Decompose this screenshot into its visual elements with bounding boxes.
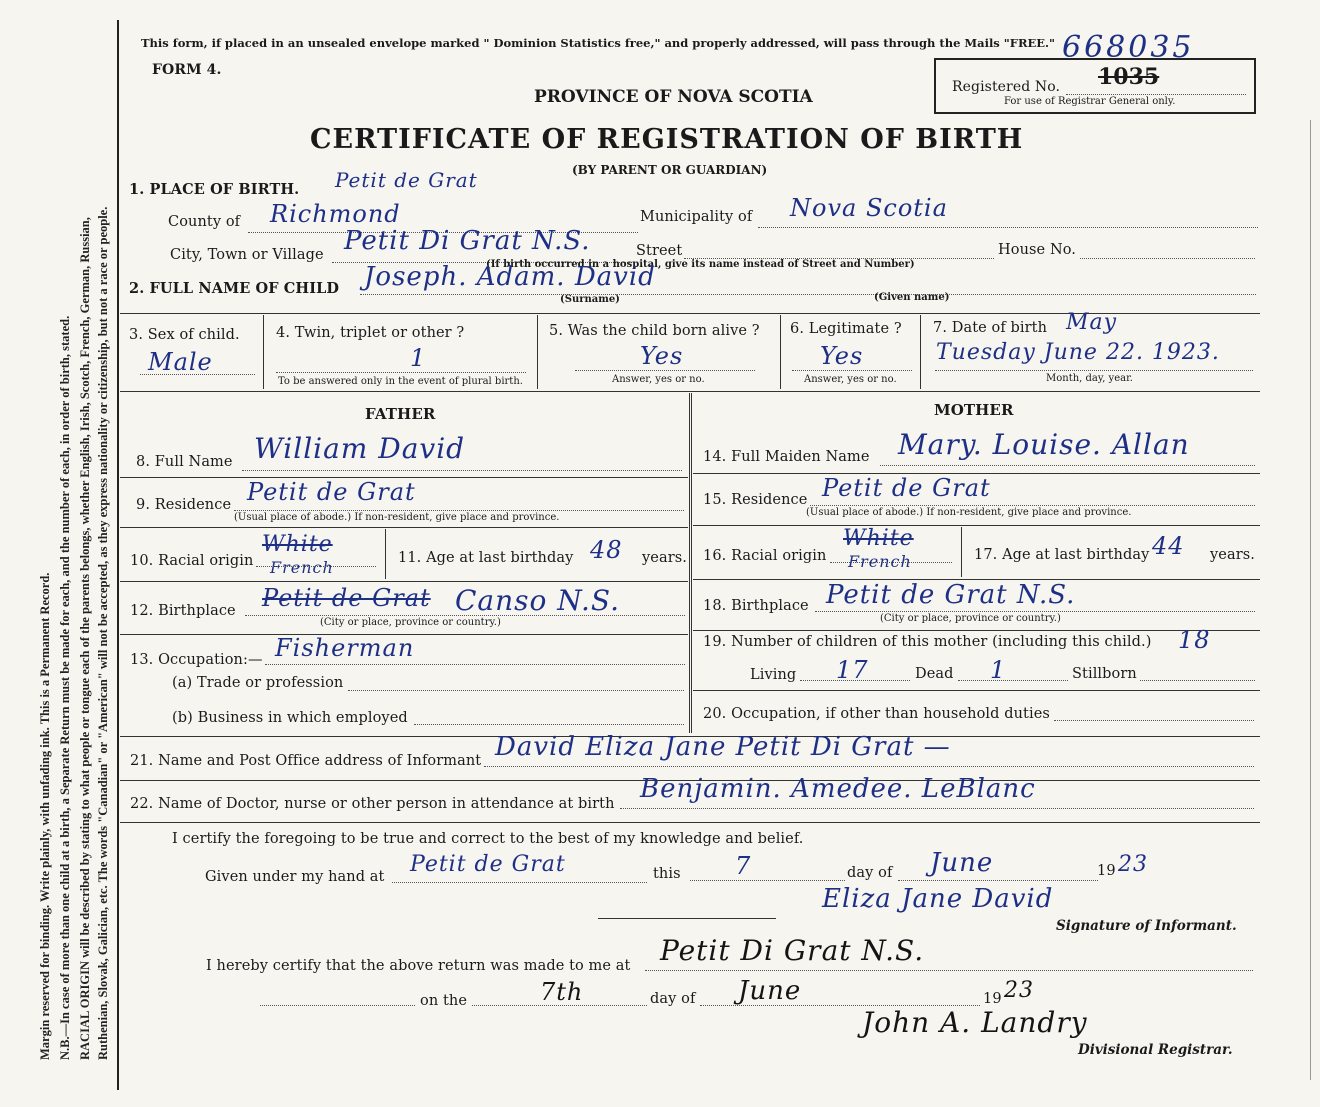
value-children-count: 18: [1178, 626, 1211, 654]
value-father-birthplace: Canso N.S.: [455, 584, 620, 617]
value-year: 23: [1118, 852, 1148, 877]
value-father-race: French: [270, 558, 334, 577]
father-abode-note: (Usual place of abode.) If non-resident, give place and province.: [234, 512, 560, 523]
margin-note-racial-origin: RACIAL ORIGIN will be described by stating to what people or tongue each of the parents belongs, whether English, Irish, Scotch, French, German, Russian,: [78, 217, 92, 1060]
value-alive: Yes: [640, 342, 684, 370]
label-county: County of: [168, 214, 241, 230]
hospital-note: (If birth occurred in a hospital, give its name instead of Street and Number): [486, 259, 915, 270]
father-birthplace-note: (City or place, province or country.): [320, 617, 501, 628]
value-place-of-birth: Petit de Grat: [335, 168, 478, 192]
value-dead: 1: [990, 656, 1007, 684]
label-city: City, Town or Village: [170, 247, 324, 263]
page-subtitle: (BY PARENT OR GUARDIAN): [572, 163, 768, 177]
value-mother-name: Mary. Louise. Allan: [898, 428, 1190, 461]
value-father-age: 48: [590, 536, 623, 564]
twin-note: To be answered only in the event of plural birth.: [278, 376, 523, 387]
label-day-of: day of: [847, 865, 893, 881]
value-mother-race: French: [848, 552, 912, 571]
label-father-age: 11. Age at last birthday: [398, 550, 574, 566]
label-father-years: years.: [642, 550, 687, 566]
informant-signature: Eliza Jane David: [822, 884, 1054, 914]
label-mother-age: 17. Age at last birthday: [974, 547, 1150, 563]
label-father-birthplace: 12. Birthplace: [130, 603, 236, 619]
label-legitimate: 6. Legitimate ?: [790, 321, 902, 337]
label-year-prefix-2: 19: [983, 991, 1002, 1007]
label-father-race: 10. Racial origin: [130, 553, 254, 569]
margin-note-racial-origin-cont: Ruthenian, Slovak, Galician, etc. The words "Canadian" or "American" will not be accepted, as they express nationality or citizenship, but not a race or people.: [96, 206, 110, 1060]
label-business: (b) Business in which employed: [172, 710, 408, 726]
value-given-at: Petit de Grat: [410, 852, 566, 877]
label-place-of-birth: 1. PLACE OF BIRTH.: [129, 181, 300, 198]
label-informant: 21. Name and Post Office address of Informant: [130, 753, 482, 769]
registered-number: 1035: [1098, 64, 1160, 90]
value-mother-residence: Petit de Grat: [822, 474, 991, 502]
label-children-count: 19. Number of children of this mother (including this child.): [703, 634, 1152, 650]
value-child-name: Joseph. Adam. David: [364, 262, 656, 292]
label-dead: Dead: [915, 666, 954, 682]
registered-label: Registered No.: [952, 79, 1061, 95]
certify-statement: I certify the foregoing to be true and correct to the best of my knowledge and belief.: [172, 831, 804, 847]
label-house: House No.: [998, 242, 1077, 258]
label-doctor: 22. Name of Doctor, nurse or other person in attendance at birth: [130, 796, 615, 812]
father-heading: FATHER: [365, 405, 436, 423]
label-father-name: 8. Full Name: [136, 454, 233, 470]
label-alive: 5. Was the child born alive ?: [549, 323, 760, 339]
value-father-name: William David: [254, 432, 466, 465]
label-mother-years: years.: [1210, 547, 1255, 563]
dob-note: Month, day, year.: [1046, 373, 1133, 384]
mother-abode-note: (Usual place of abode.) If non-resident, give place and province.: [806, 507, 1132, 518]
label-trade: (a) Trade or profession: [172, 675, 344, 691]
value-county: Richmond: [270, 200, 401, 228]
surname-note: (Surname): [560, 294, 620, 305]
form-number: FORM 4.: [152, 62, 222, 78]
divisional-registrar-label: Divisional Registrar.: [1078, 1042, 1233, 1058]
value-sex: Male: [148, 348, 213, 376]
label-given-at: Given under my hand at: [205, 869, 385, 885]
value-legitimate: Yes: [820, 342, 864, 370]
label-full-name: 2. FULL NAME OF CHILD: [129, 280, 340, 297]
label-this: this: [653, 866, 681, 882]
left-border: [117, 20, 119, 1090]
value-twin: 1: [410, 344, 427, 372]
alive-note: Answer, yes or no.: [612, 374, 705, 385]
label-mother-birthplace: 18. Birthplace: [703, 598, 809, 614]
legitimate-note: Answer, yes or no.: [804, 374, 897, 385]
mother-birthplace-note: (City or place, province or country.): [880, 613, 1061, 624]
value-registration-year: 23: [1004, 978, 1034, 1003]
margin-note-binding: Margin reserved for binding. Write plainly, with unfading ink. This is a Permanent Record.: [38, 572, 52, 1060]
label-father-occupation: 13. Occupation:—: [130, 652, 263, 668]
value-mother-age: 44: [1152, 532, 1185, 560]
label-mother-name: 14. Full Maiden Name: [703, 449, 870, 465]
label-living: Living: [750, 667, 797, 683]
label-day-of-2: day of: [650, 991, 696, 1007]
label-father-residence: 9. Residence: [136, 497, 232, 513]
value-father-race-struck: White: [262, 532, 333, 557]
value-dob: Tuesday June 22. 1923.: [936, 340, 1220, 365]
label-street: Street: [636, 243, 683, 259]
value-registration-day: 7th: [540, 978, 584, 1006]
margin-note-multiple-births: N.B.—In case of more than one child at a birth, a Separate Return must be made for each, and the number of each, in order of birth, stated.: [58, 315, 72, 1060]
label-dob: 7. Date of birth: [933, 320, 1048, 336]
value-city: Petit Di Grat N.S.: [344, 226, 591, 256]
signature-informant-label: Signature of Informant.: [1056, 918, 1237, 934]
mother-heading: MOTHER: [934, 401, 1014, 419]
value-dob-month: May: [1066, 310, 1118, 335]
label-year-prefix: 19: [1097, 863, 1116, 879]
label-mother-residence: 15. Residence: [703, 492, 808, 508]
value-day: 7: [735, 852, 752, 880]
registrar-signature: John A. Landry: [862, 1006, 1088, 1039]
value-municipality: Nova Scotia: [790, 194, 948, 222]
label-hereby-certify: I hereby certify that the above return was made to me at: [206, 958, 631, 974]
value-mother-race-struck: White: [843, 526, 914, 551]
page-title: CERTIFICATE OF REGISTRATION OF BIRTH: [310, 124, 1024, 155]
label-mother-occupation: 20. Occupation, if other than household duties: [703, 706, 1050, 722]
label-on-the: on the: [420, 993, 468, 1009]
label-sex: 3. Sex of child.: [129, 327, 240, 343]
value-registration-month: June: [738, 976, 802, 1006]
value-doctor: Benjamin. Amedee. LeBlanc: [640, 774, 1036, 804]
registrar-note: For use of Registrar General only.: [1004, 96, 1176, 107]
value-registration-place: Petit Di Grat N.S.: [660, 934, 925, 967]
value-father-occupation: Fisherman: [275, 634, 415, 662]
value-month: June: [930, 848, 994, 878]
label-stillborn: Stillborn: [1072, 666, 1137, 682]
mail-notice: This form, if placed in an unsealed envelope marked " Dominion Statistics free," and properly addressed, will pass through the Mails "FREE.": [141, 36, 1056, 50]
value-father-birthplace-struck: Petit de Grat: [262, 584, 431, 612]
handwritten-number: 668035: [1062, 30, 1195, 65]
label-mother-race: 16. Racial origin: [703, 548, 827, 564]
value-father-residence: Petit de Grat: [247, 478, 416, 506]
given-name-note: (Given name): [874, 292, 950, 303]
right-edge: [1310, 120, 1311, 1080]
value-living: 17: [836, 656, 869, 684]
label-municipality: Municipality of: [640, 209, 753, 225]
label-twin: 4. Twin, triplet or other ?: [276, 325, 465, 341]
value-mother-birthplace: Petit de Grat N.S.: [826, 580, 1076, 610]
province-title: PROVINCE OF NOVA SCOTIA: [534, 87, 813, 107]
value-informant: David Eliza Jane Petit Di Grat —: [495, 732, 951, 762]
